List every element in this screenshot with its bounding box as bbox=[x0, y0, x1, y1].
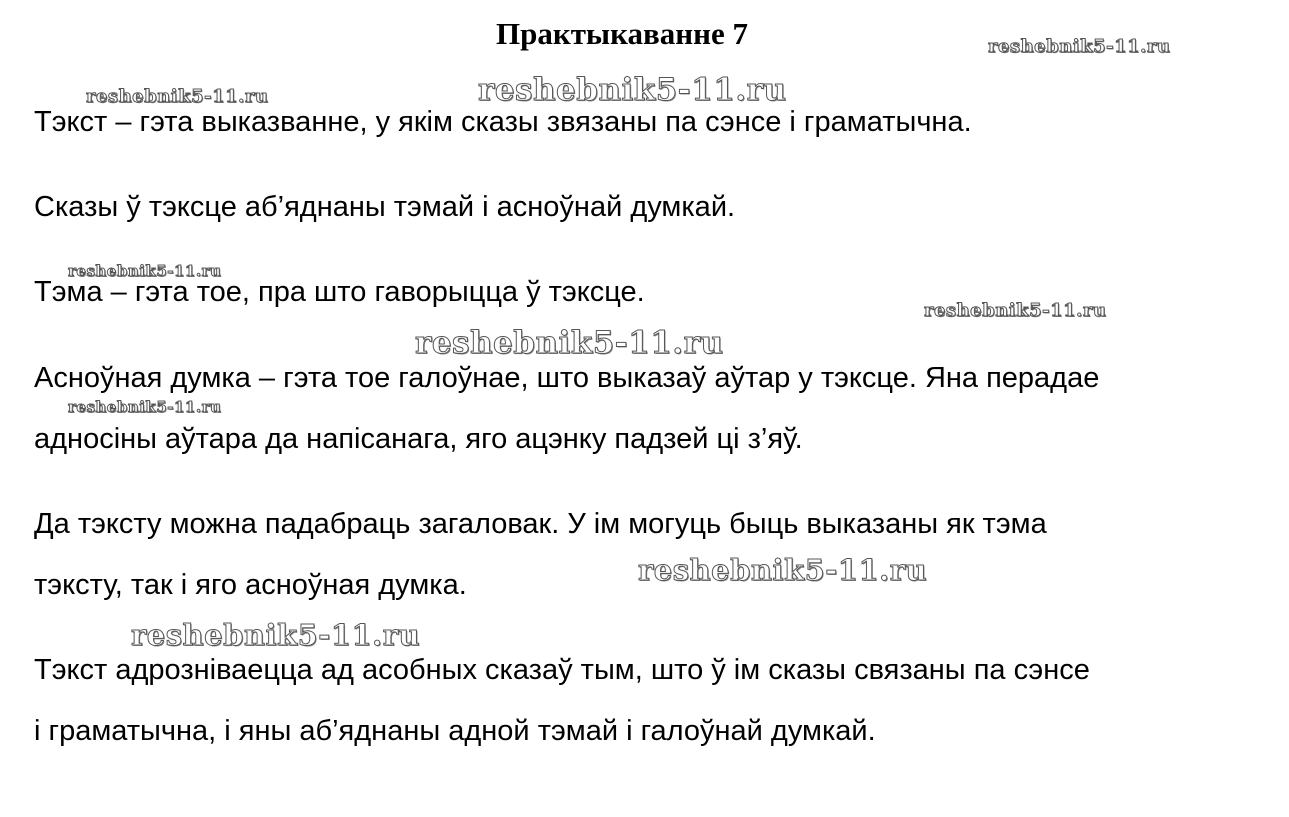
text-line-5: адносіны аўтара да напісанага, яго ацэнку падзей ці з’яў. bbox=[34, 423, 803, 455]
text-line-1: Тэкст – гэта выказванне, у якім сказы звязаны па сэнсе і граматычна. bbox=[34, 106, 972, 138]
watermark: reshebnik5-11.ru bbox=[638, 553, 928, 587]
page-title: Практыкаванне 7 bbox=[495, 16, 748, 51]
watermark: reshebnik5-11.ru bbox=[924, 300, 1107, 321]
text-line-6: Да тэксту можна падабраць загаловак. У ім могуць быць выказаны як тэма bbox=[34, 508, 1047, 540]
text-line-9: і граматычна, і яны аб’яднаны адной тэмай і галоўнай думкай. bbox=[34, 715, 876, 747]
watermark: reshebnik5-11.ru bbox=[988, 36, 1171, 57]
watermark: reshebnik5-11.ru bbox=[86, 86, 269, 107]
text-line-3: Тэма – гэта тое, пра што гаворыцца ў тэксце. bbox=[34, 276, 645, 308]
text-line-2: Сказы ў тэксце аб’яднаны тэмай і асноўнай думкай. bbox=[34, 191, 736, 223]
watermark: reshebnik5-11.ru bbox=[68, 398, 222, 416]
text-line-4: Асноўная думка – гэта тое галоўнае, што выказаў аўтар у тэксце. Яна перадае bbox=[34, 362, 1100, 394]
watermark: reshebnik5-11.ru bbox=[131, 618, 421, 652]
watermark: reshebnik5-11.ru bbox=[415, 325, 724, 361]
text-line-7: тэксту, так і яго асноўная думка. bbox=[34, 569, 467, 601]
watermark: reshebnik5-11.ru bbox=[68, 262, 222, 280]
text-line-8: Тэкст адрозніваецца ад асобных сказаў тым, што ў ім сказы связаны па сэнсе bbox=[34, 654, 1090, 686]
watermark: reshebnik5-11.ru bbox=[478, 72, 787, 108]
